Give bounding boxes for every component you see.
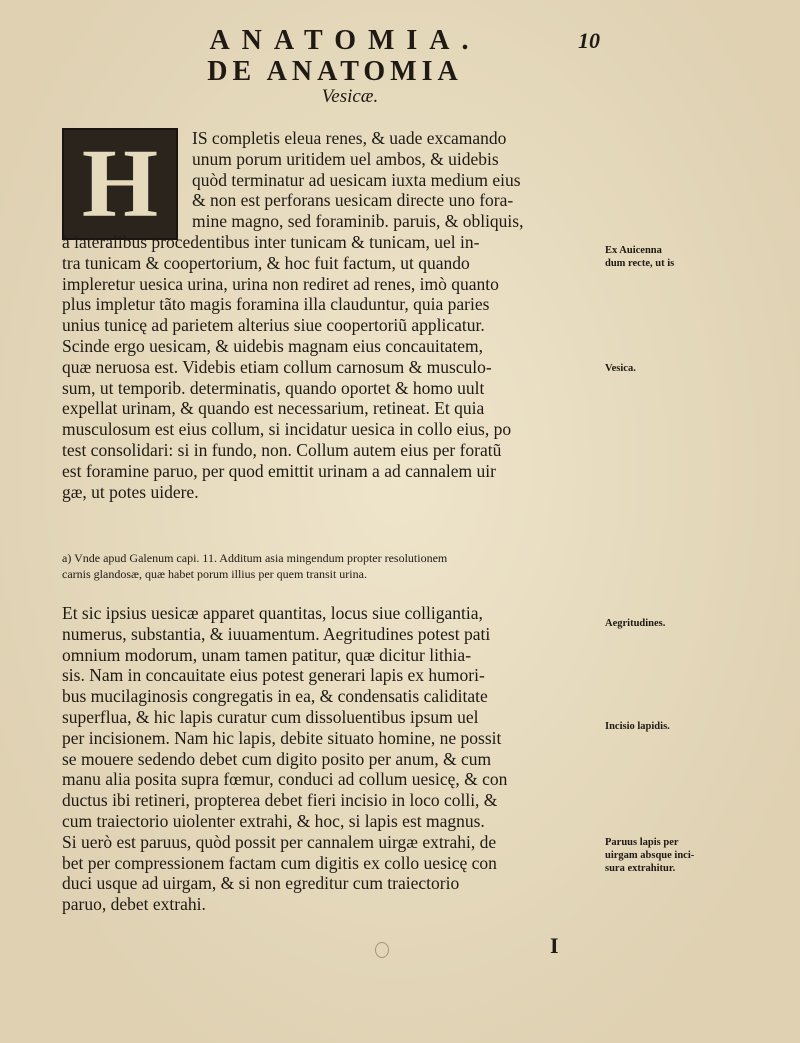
section-title: DE ANATOMIA: [207, 56, 463, 87]
section-subtitle: Vesicæ.: [321, 86, 379, 107]
text-line: Et sic ipsius uesicæ apparet quantitas, locus siue colligantia,: [62, 603, 483, 623]
paragraph-1: [62, 128, 602, 502]
text-line: unum porum uritidem uel ambos, & uidebis: [192, 148, 499, 169]
text-line: plus impletur tãto magis foramina illa clauduntur, quia paries: [62, 294, 490, 315]
marginal-note: [605, 617, 715, 630]
marginal-note: [605, 362, 715, 375]
initial-letter: H: [81, 130, 159, 238]
running-head: ANATOMIA.: [209, 25, 481, 56]
text-line: manu alia posita supra fœmur, conduci ad collum uesicę, & con: [62, 769, 508, 790]
text-line: per incisionem. Nam hic lapis, debite situato homine, ne possit: [62, 727, 502, 748]
text-line: à lateralibus procedentibus inter tunicam & tunicam, uel in-: [62, 231, 480, 252]
text-line: omnium modorum, unam tamen patitur, quæ dicitur lithia-: [62, 644, 472, 665]
text-line: superflua, & hic lapis curatur cum dissoluentibus ipsum uel: [62, 706, 479, 727]
marginal-line: Ex Auicenna: [605, 245, 662, 256]
text-line: tra tunicam & coopertorium, & hoc fuit factum, ut quando: [62, 252, 470, 273]
footnote-line: a) Vnde apud Galenum capi. 11. Additum asia mingendum propter resolutionem: [62, 551, 448, 565]
marginal-note: [605, 720, 715, 733]
text-line: cum traiectorio uiolenter extrahi, & hoc, si lapis est magnus.: [62, 810, 485, 831]
text-line: quòd terminatur ad uesicam iuxta medium eius: [192, 169, 521, 190]
marginal-line: sura extrahitur.: [605, 863, 676, 874]
marginal-note: [605, 836, 715, 875]
text-line: Si uerò est paruus, quòd possit per cannalem uirgæ extrahi, de: [62, 831, 497, 852]
text-line: se mouere sedendo debet cum digito posito per anum, & cum: [62, 748, 492, 769]
footnote-line: carnis glandosæ, quæ habet porum illius per quem transit urina.: [62, 567, 367, 581]
marginal-line: Vesica.: [605, 363, 636, 374]
folio-number: 10: [578, 28, 600, 53]
marginal-line: Incisio lapidis.: [605, 721, 670, 732]
text-line: unius tunicę ad parietem alterius siue coopertoriũ applicatur.: [62, 315, 485, 336]
text-line: paruo, debet extrahi.: [62, 894, 206, 915]
marginal-note: [605, 244, 715, 270]
footnote: [62, 550, 602, 582]
text-line: ductus ibi retineri, propterea debet fieri incisio in loco colli, &: [62, 790, 498, 811]
text-line: duci usque ad uirgam, & si non egreditur cum traiectorio: [62, 873, 460, 894]
text-line: IS completis eleua renes, & uade excamando: [192, 128, 507, 148]
marginal-line: Paruus lapis per: [605, 837, 679, 848]
paper-stain: [375, 942, 389, 958]
marginal-line: Aegritudines.: [605, 618, 666, 629]
text-line: bet per compressionem factam cum digitis ex collo uesicę con: [62, 852, 497, 873]
text-line: expellat urinam, & quando est necessarium, retineat. Et quia: [62, 398, 485, 419]
text-line: mine magno, sed foraminib. paruis, & obliquis,: [192, 211, 524, 232]
text-line: & non est perforans uesicam directe uno fora-: [192, 190, 514, 211]
text-line: gæ, ut potes uidere.: [62, 481, 199, 502]
text-line: sum, ut temporib. determinatis, quando oportet & homo uult: [62, 377, 485, 398]
text-line: est foramine paruo, per quod emittit urinam a ad cannalem uir: [62, 460, 496, 481]
text-line: test consolidari: si in fundo, non. Collum autem eius per foratũ: [62, 439, 502, 460]
marginal-line: uirgam absque inci-: [605, 850, 695, 861]
text-line: numerus, substantia, & iuuamentum. Aegritudines potest pati: [62, 623, 491, 644]
text-line: Scinde ergo uesicam, & uidebis magnam eius concauitatem,: [62, 335, 484, 356]
marginal-line: dum recte, ut is: [605, 258, 675, 269]
text-line: bus mucilaginosis congregatis in ea, & condensatis caliditate: [62, 686, 488, 707]
text-line: impleretur uesica urina, urina non rediret ad renes, imò quanto: [62, 273, 499, 294]
text-line: quæ neruosa est. Videbis etiam collum carnosum & musculo-: [62, 356, 492, 377]
text-line: musculosum est eius collum, si incidatur uesica in collo eius, po: [62, 419, 512, 440]
text-line: sis. Nam in concauitate eius potest generari lapis ex humori-: [62, 665, 485, 686]
paragraph-2: [62, 603, 602, 915]
signature-mark: I: [550, 933, 559, 958]
